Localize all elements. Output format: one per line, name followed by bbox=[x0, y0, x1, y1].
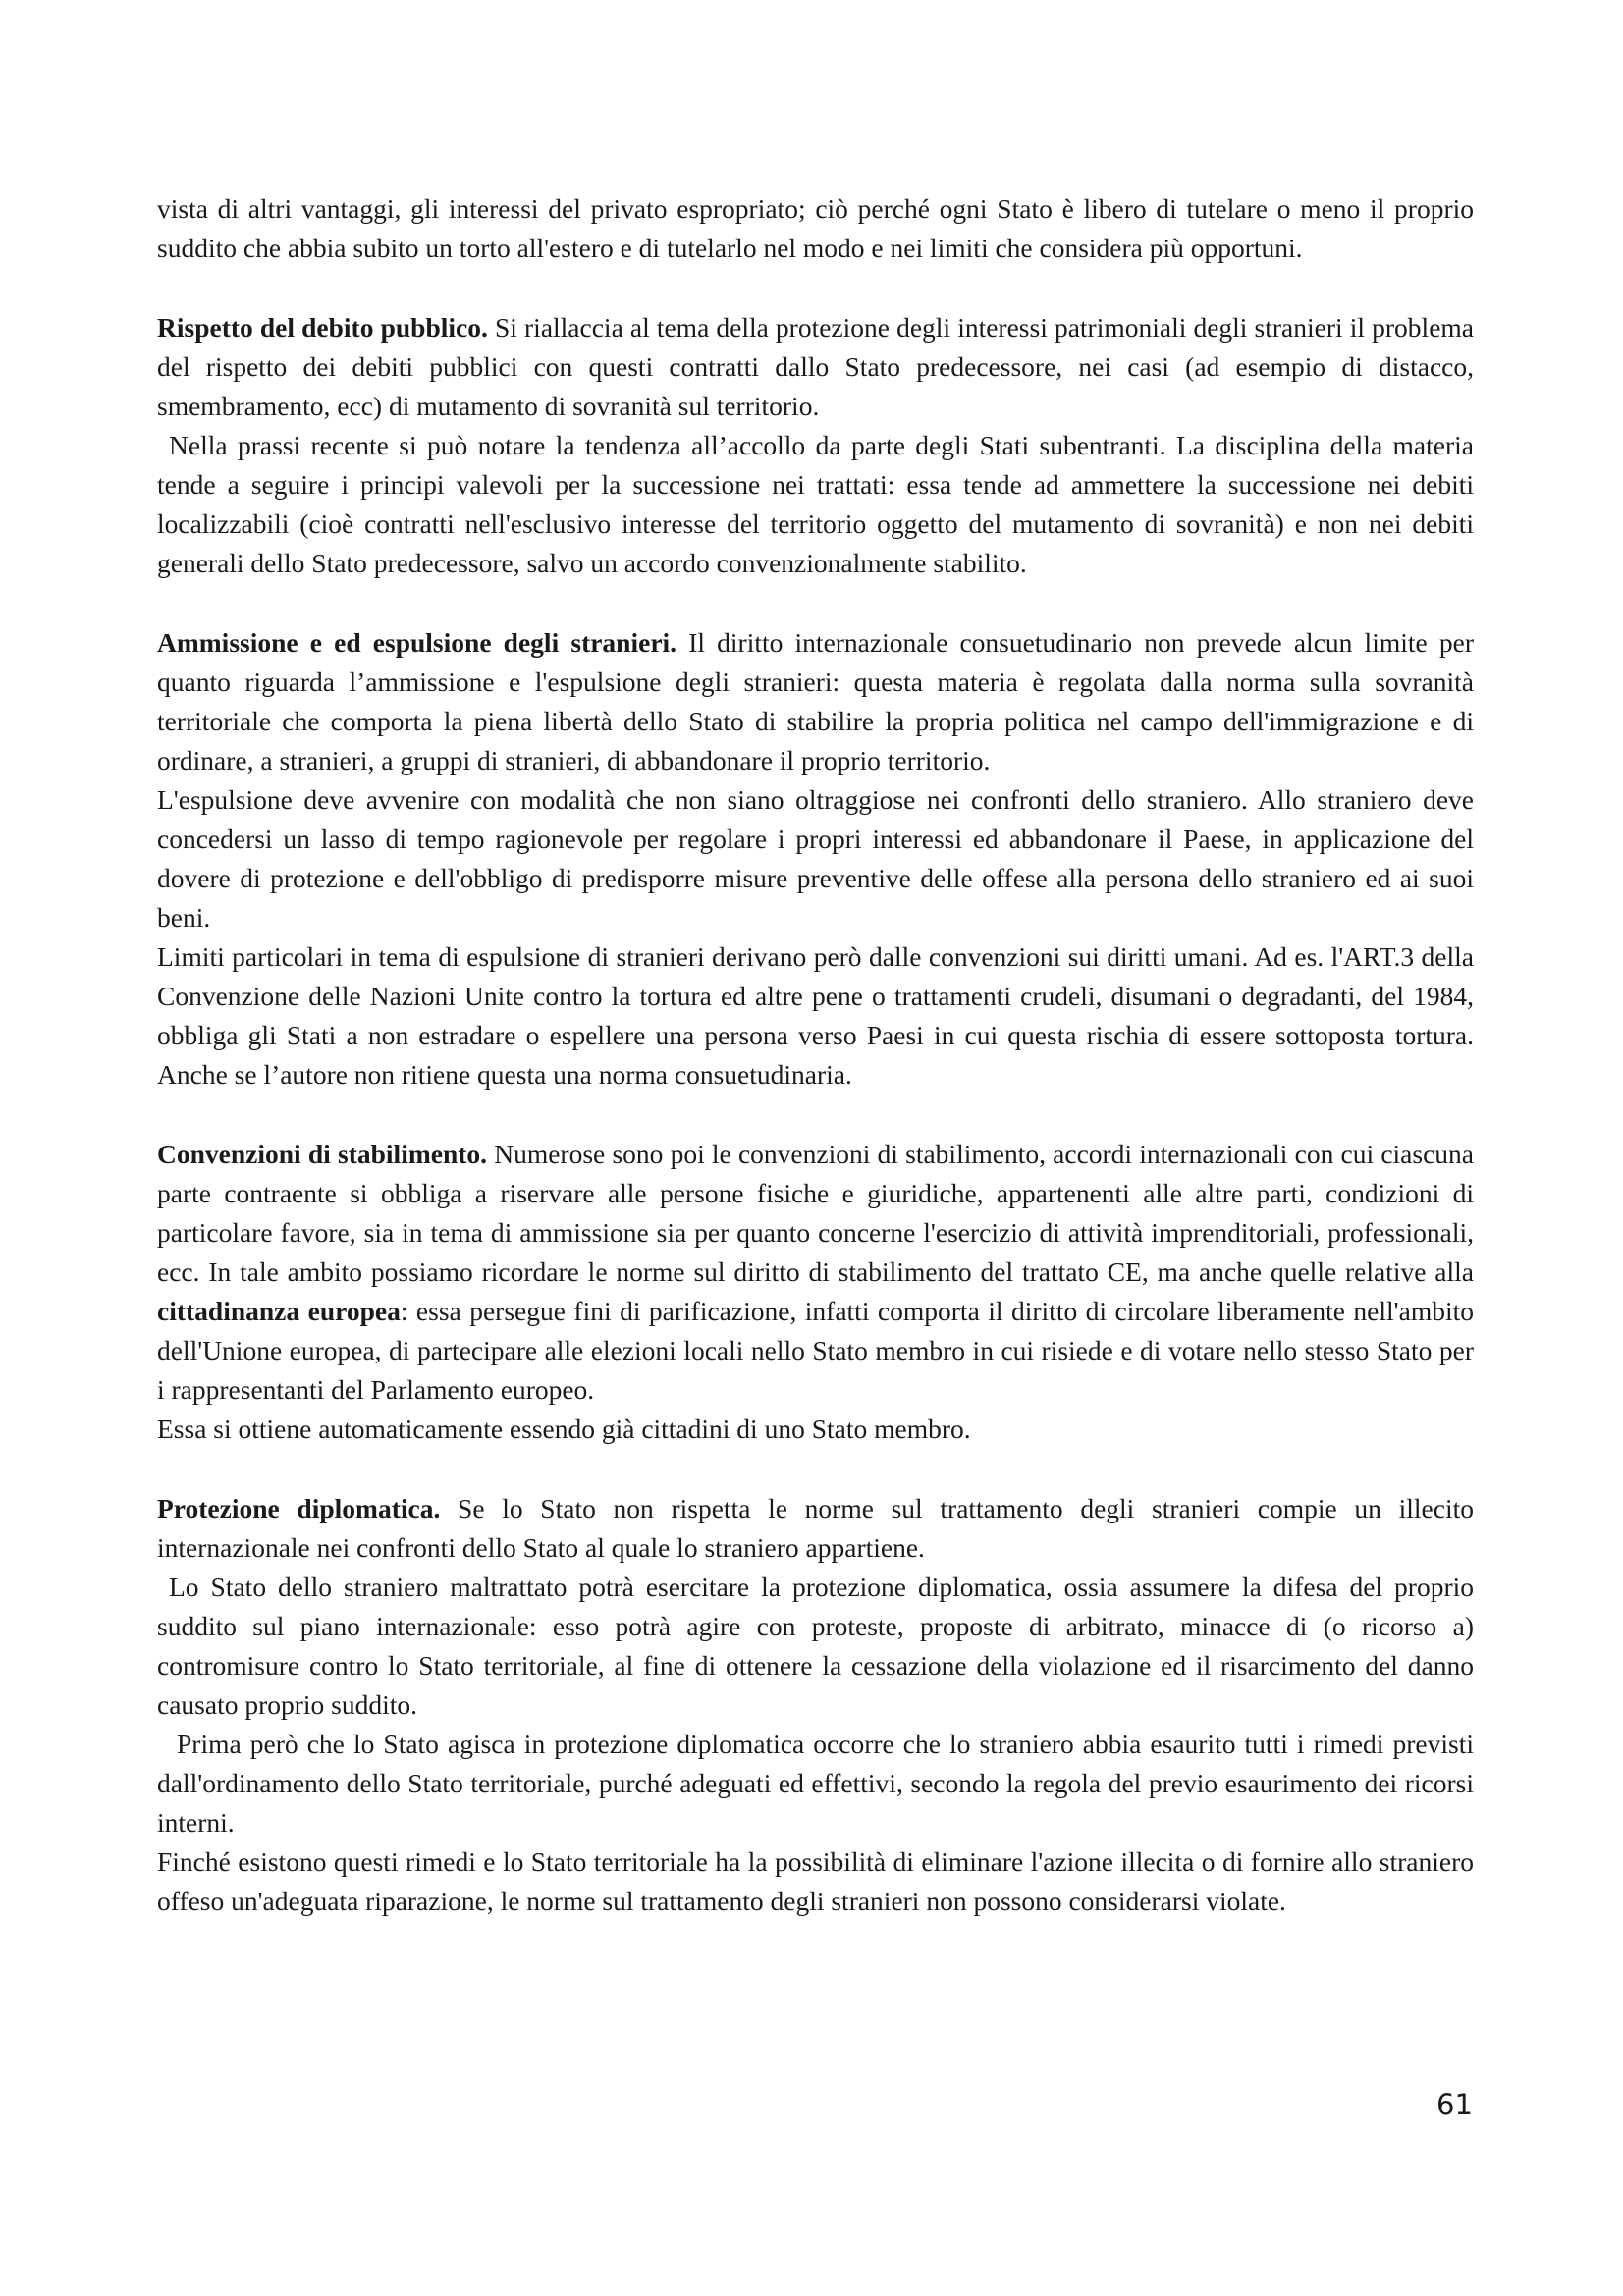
paragraph-gap bbox=[157, 1095, 1474, 1135]
section-heading-stabilimento: Convenzioni di stabilimento. bbox=[157, 1139, 488, 1169]
protezione-text-1: Se lo Stato non rispetta le norme sul trattamento degli stranieri compie un illecito internazionale nei confronti dello Stato al quale lo straniero appartiene. bbox=[157, 1493, 1474, 1563]
protezione-paragraph-4: Finché esistono questi rimedi e lo Stato territoriale ha la possibilità di eliminare l'azione illecita o di fornire allo straniero offeso un'adeguata riparazione, le norme sul trattamento degli stranieri non possono considerarsi violate. bbox=[157, 1846, 1474, 1916]
section-heading-debito: Rispetto del debito pubblico. bbox=[157, 312, 488, 343]
ammissione-paragraph-1 bbox=[157, 623, 1474, 780]
stabilimento-text-1b: : essa persegue fini di parificazione, infatti comporta il diritto di circolare liberamente nell'ambito dell'Unione europea, di partecipare alle elezioni locali nello Stato membro in cui risiede e di votare nello stesso Stato per i rappresentanti del Parlamento europeo. bbox=[157, 1296, 1474, 1405]
intro-paragraph: vista di altri vantaggi, gli interessi del privato espropriato; ciò perché ogni Stato è libero di tutelare o meno il proprio suddito che abbia subito un torto all'estero e di tutelarlo nel modo e nei limiti che considera più opportuni. bbox=[157, 193, 1474, 263]
debito-text-1: Si riallaccia al tema della protezione degli interessi patrimoniali degli stranieri il problema del rispetto dei debiti pubblici con questi contratti dallo Stato predecessore, nei casi (ad esempio di distacco, smembramento, ecc) di mutamento di sovranità sul territorio. bbox=[157, 312, 1475, 421]
protezione-paragraph-2: Lo Stato dello straniero maltrattato potrà esercitare la protezione diplomatica, ossia assumere la difesa del proprio suddito sul piano internazionale: esso potrà agire con proteste, proposte di arbitrato, minacce di (o ricorso a) contromisure contro lo Stato territoriale, al fine di ottenere la cessazione della violazione ed il risarcimento del danno causato proprio suddito. bbox=[157, 1572, 1474, 1720]
ammissione-paragraph-2: L'espulsione deve avvenire con modalità che non siano oltraggiose nei confronti dello straniero. Allo straniero deve concedersi un lasso di tempo ragionevole per regolare i propri interessi ed abbandonare il Paese, in applicazione del dovere di protezione e dell'obbligo di predisporre misure preventive delle offese alla persona dello straniero ed ai suoi beni. bbox=[157, 784, 1474, 933]
section-heading-ammissione: Ammissione e ed espulsione degli stranieri. bbox=[157, 627, 677, 658]
ammissione-paragraph-3: Limiti particolari in tema di espulsione di stranieri derivano però dalle convenzioni sui diritti umani. Ad es. l'ART.3 della Convenzione delle Nazioni Unite contro la tortura ed altre pene o trattamenti crudeli, disumani o degradanti, del 1984, obbliga gli Stati a non estradare o espellere una persona verso Paesi in cui questa rischia di essere sottoposta tortura. Anche se l’autore non ritiene questa una norma consuetudinaria. bbox=[157, 941, 1474, 1090]
protezione-paragraph-1 bbox=[157, 1489, 1474, 1568]
paragraph-gap bbox=[157, 583, 1474, 623]
ammissione-text-1: Il diritto internazionale consuetudinario non prevede alcun limite per quanto riguarda l’ammissione e l'espulsione degli stranieri: questa materia è regolata dalla norma sulla sovranità territoriale che comporta la piena libertà dello Stato di stabilire la propria politica nel campo dell'immigrazione e di ordinare, a stranieri, a gruppi di stranieri, di abbandonare il proprio territorio. bbox=[157, 627, 1474, 775]
protezione-paragraph-3: Prima però che lo Stato agisca in protezione diplomatica occorre che lo straniero abbia esaurito tutti i rimedi previsti dall'ordinamento dello Stato territoriale, purché adeguati ed effettivi, secondo la regola del previo esaurimento dei ricorsi interni. bbox=[157, 1729, 1474, 1838]
paragraph-gap bbox=[157, 268, 1474, 308]
stabilimento-paragraph-2: Essa si ottiene automaticamente essendo già cittadini di uno Stato membro. bbox=[157, 1414, 971, 1444]
stabilimento-text-1a: Numerose sono poi le convenzioni di stabilimento, accordi internazionali con cui ciascuna parte contraente si obbliga a riservare alle persone fisiche e giuridiche, appartenenti alle altre parti, condizioni di particolare favore, sia in tema di ammissione sia per quanto concerne l'esercizio di attività imprenditoriali, professionali, ecc. In tale ambito possiamo ricordare le norme sul diritto di stabilimento del trattato CE, ma anche quelle relative alla bbox=[157, 1139, 1474, 1287]
debito-paragraph-2: Nella prassi recente si può notare la tendenza all’accollo da parte degli Stati subentranti. La disciplina della materia tende a seguire i principi valevoli per la successione nei trattati: essa tende ad ammettere la successione nei debiti localizzabili (cioè contratti nell'esclusivo interesse del territorio oggetto del mutamento di sovranità) e non nei debiti generali dello Stato predecessore, salvo un accordo convenzionalmente stabilito. bbox=[157, 430, 1474, 578]
paragraph-gap bbox=[157, 1449, 1474, 1489]
cittadinanza-europea-emphasis: cittadinanza europea bbox=[157, 1296, 401, 1326]
page-number: 61 bbox=[1436, 2088, 1473, 2121]
section-heading-protezione: Protezione diplomatica. bbox=[157, 1493, 441, 1523]
debito-paragraph-1 bbox=[157, 308, 1474, 426]
stabilimento-paragraph-1 bbox=[157, 1135, 1474, 1410]
page-body bbox=[157, 189, 1474, 1921]
